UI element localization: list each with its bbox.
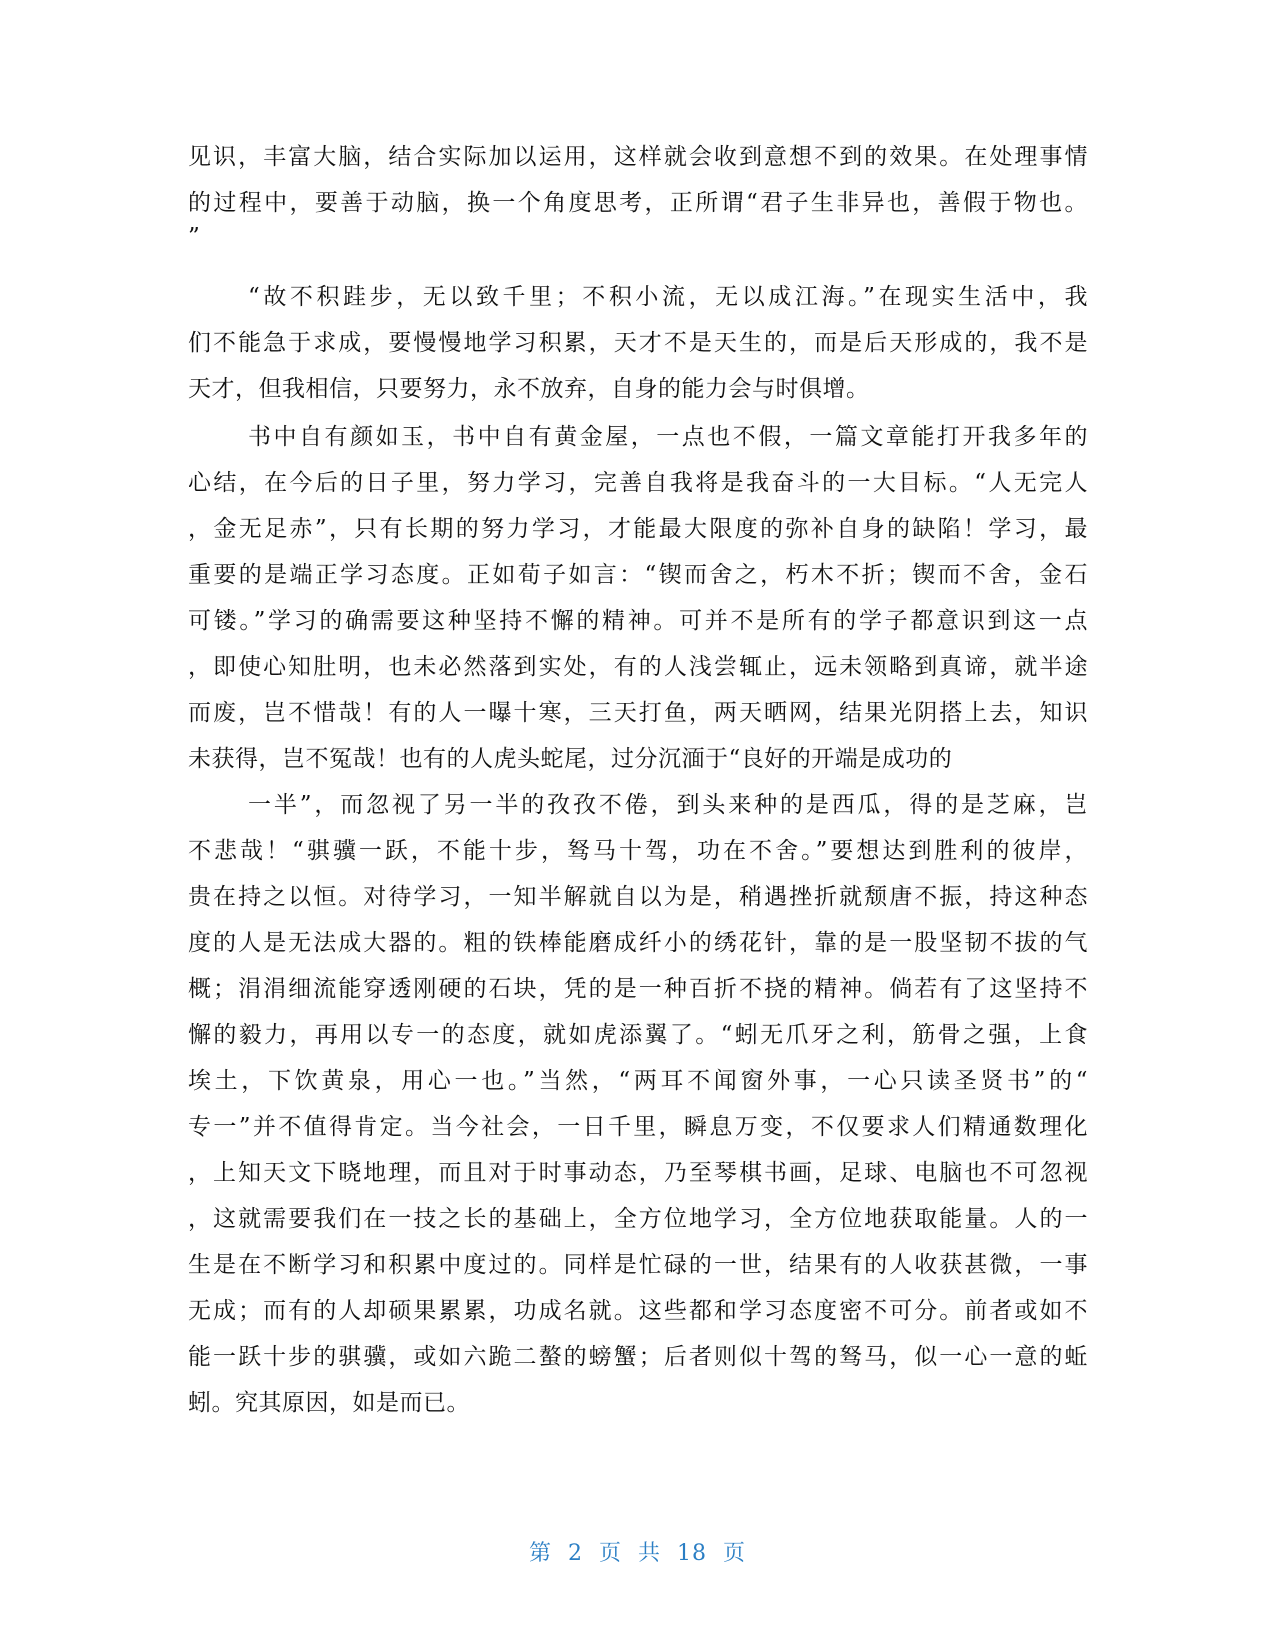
- text-line: 重要的是端正学习态度。正如荀子如言：“锲而舍之，朽木不折；锲而不舍，金石: [188, 562, 1088, 588]
- text-line: 贵在持之以恒。对待学习，一知半解就自以为是，稍遇挫折就颓唐不振，持这种态: [188, 884, 1088, 910]
- text-line: 无成；而有的人却硕果累累，功成名就。这些都和学习态度密不可分。前者或如不: [188, 1298, 1088, 1324]
- footer-page-number: 2: [567, 1541, 583, 1566]
- text-line: 概；涓涓细流能穿透刚硬的石块，凭的是一种百折不挠的精神。倘若有了这坚持不: [188, 976, 1088, 1002]
- text-line: 不悲哉！“骐骥一跃，不能十步，驽马十驾，功在不舍。”要想达到胜利的彼岸，: [188, 838, 1088, 864]
- text-line: 们不能急于求成，要慢慢地学习积累，天才不是天生的，而是后天形成的，我不是: [188, 330, 1088, 356]
- text-line: ”: [188, 224, 201, 250]
- text-line: 的过程中，要善于动脑，换一个角度思考，正所谓“君子生非异也，善假于物也。: [188, 190, 1088, 216]
- text-line: 生是在不断学习和积累中度过的。同样是忙碌的一世，结果有的人收获甚微，一事: [188, 1252, 1088, 1278]
- footer-word: 第: [528, 1541, 552, 1566]
- text-line: 可镂。”学习的确需要这种坚持不懈的精神。可并不是所有的学子都意识到这一点: [188, 608, 1088, 634]
- footer-page-total: 18: [677, 1541, 708, 1566]
- page-footer: [0, 1536, 1275, 1567]
- text-line: 未获得，岂不冤哉！也有的人虎头蛇尾，过分沉湎于“良好的开端是成功的: [188, 746, 953, 772]
- text-line: ，金无足赤”，只有长期的努力学习，才能最大限度的弥补自身的缺陷！学习，最: [188, 516, 1088, 542]
- text-line: 度的人是无法成大器的。粗的铁棒能磨成纤小的绣花针，靠的是一股坚韧不拔的气: [188, 930, 1088, 956]
- text-line: 心结，在今后的日子里，努力学习，完善自我将是我奋斗的一大目标。“人无完人: [188, 470, 1088, 496]
- text-line: 而废，岂不惜哉！有的人一曝十寒，三天打鱼，两天晒网，结果光阴搭上去，知识: [188, 700, 1088, 726]
- text-line: ，即使心知肚明，也未必然落到实处，有的人浅尝辄止，远未领略到真谛，就半途: [188, 654, 1088, 680]
- text-line: ，上知天文下晓地理，而且对于时事动态，乃至琴棋书画，足球、电脑也不可忽视: [188, 1160, 1088, 1186]
- text-line: 埃土，下饮黄泉，用心一也。”当然，“两耳不闻窗外事，一心只读圣贤书”的“: [188, 1068, 1088, 1094]
- footer-word: 页: [598, 1541, 622, 1566]
- text-line: 天才，但我相信，只要努力，永不放弃，自身的能力会与时俱增。: [188, 376, 870, 402]
- footer-word: 共: [638, 1541, 662, 1566]
- text-line: 一半”，而忽视了另一半的孜孜不倦，到头来种的是西瓜，得的是芝麻，岂: [248, 792, 1088, 818]
- text-line: 能一跃十步的骐骥，或如六跪二螯的螃蟹；后者则似十驾的驽马，似一心一意的蚯: [188, 1344, 1088, 1370]
- text-line: “故不积跬步，无以致千里；不积小流，无以成江海。”在现实生活中，我: [248, 284, 1088, 310]
- text-line: ，这就需要我们在一技之长的基础上，全方位地学习，全方位地获取能量。人的一: [188, 1206, 1088, 1232]
- text-line: 懈的毅力，再用以专一的态度，就如虎添翼了。“蚓无爪牙之利，筋骨之强，上食: [188, 1022, 1088, 1048]
- text-line: 书中自有颜如玉，书中自有黄金屋，一点也不假，一篇文章能打开我多年的: [248, 424, 1088, 450]
- text-line: 蚓。究其原因，如是而已。: [188, 1390, 470, 1416]
- text-line: 见识，丰富大脑，结合实际加以运用，这样就会收到意想不到的效果。在处理事情: [188, 144, 1088, 170]
- footer-word: 页: [723, 1541, 747, 1566]
- text-line: 专一”并不值得肯定。当今社会，一日千里，瞬息万变，不仅要求人们精通数理化: [188, 1114, 1088, 1140]
